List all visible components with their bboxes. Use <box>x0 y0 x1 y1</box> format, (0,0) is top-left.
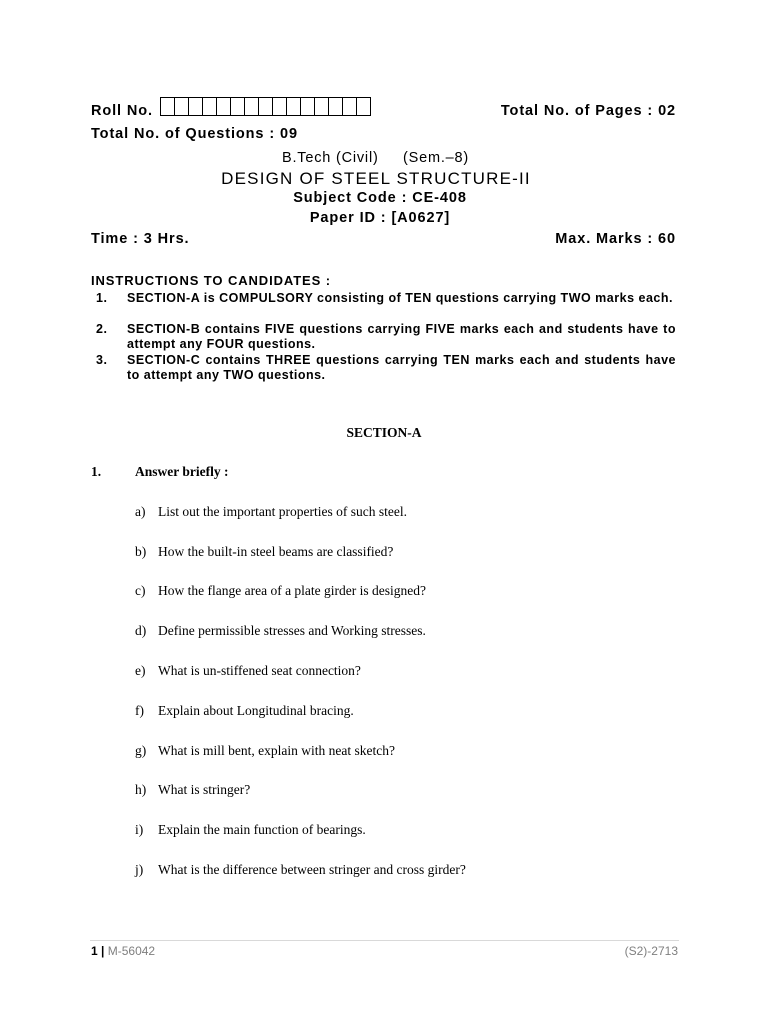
page-number: 1 <box>91 944 98 958</box>
sub-question-label: j) <box>135 862 144 877</box>
paper-id: Paper ID : [A0627] <box>309 210 451 226</box>
paper-title: DESIGN OF STEEL STRUCTURE-II <box>221 169 531 188</box>
instruction-item <box>96 353 676 382</box>
paper-code: M-56042 <box>107 944 156 958</box>
sub-question-label: a) <box>135 504 146 519</box>
sub-question-text: What is un-stiffened seat connection? <box>158 663 361 678</box>
footer-divider <box>90 940 679 941</box>
instructions-heading: INSTRUCTIONS TO CANDIDATES : <box>91 273 331 288</box>
sub-question-text: Explain about Longitudinal bracing. <box>158 703 354 718</box>
sub-question-label: b) <box>135 544 147 559</box>
roll-no-label: Roll No. <box>91 103 153 119</box>
question-label: Answer briefly : <box>135 464 229 479</box>
sub-question-text: How the built-in steel beams are classified? <box>158 544 394 559</box>
instruction-text: SECTION-B contains FIVE questions carrying FIVE marks each and students have to attempt any FOUR questions. <box>127 322 676 351</box>
sub-question-label: d) <box>135 623 147 638</box>
roll-no-boxes <box>160 97 370 115</box>
question-number: 1. <box>91 464 102 479</box>
instruction-text: SECTION-A is COMPULSORY consisting of TEN questions carrying TWO marks each. <box>127 291 673 305</box>
sub-question-text: What is the difference between stringer and cross girder? <box>158 862 466 877</box>
sub-question-label: h) <box>135 782 147 797</box>
total-pages: Total No. of Pages : 02 <box>500 103 676 119</box>
footer-separator: | <box>101 944 105 958</box>
footer-left <box>91 944 155 958</box>
instruction-item <box>96 291 676 306</box>
sub-question-text: Define permissible stresses and Working stresses. <box>158 623 426 638</box>
subject-code: Subject Code : CE-408 <box>293 190 467 206</box>
sub-question-text: How the flange area of a plate girder is designed? <box>158 583 427 598</box>
sub-question-label: e) <box>135 663 146 678</box>
instruction-text: SECTION-C contains THREE questions carrying TEN marks each and students have to attempt any TWO questions. <box>127 353 676 382</box>
semester: (Sem.–8) <box>403 150 470 166</box>
sub-question-label: i) <box>135 822 144 837</box>
total-questions: Total No. of Questions : 09 <box>91 126 298 142</box>
sub-question-label: c) <box>135 583 146 598</box>
instruction-num: 3. <box>96 353 108 367</box>
sub-question-text: Explain the main function of bearings. <box>158 822 366 837</box>
section-heading: SECTION-A <box>346 425 422 440</box>
instruction-item <box>96 322 676 351</box>
sub-question-label: g) <box>135 743 147 758</box>
sub-question-text: What is mill bent, explain with neat sketch? <box>158 743 395 758</box>
sub-question-label: f) <box>135 703 144 718</box>
sub-question-text: List out the important properties of such steel. <box>158 504 407 519</box>
program: B.Tech (Civil) <box>282 150 379 166</box>
instruction-num: 1. <box>96 291 108 305</box>
sub-question-text: What is stringer? <box>158 782 251 797</box>
max-marks: Max. Marks : 60 <box>555 231 676 247</box>
time: Time : 3 Hrs. <box>91 231 190 247</box>
instruction-num: 2. <box>96 322 108 336</box>
footer-ref: (S2)-2713 <box>624 944 678 958</box>
